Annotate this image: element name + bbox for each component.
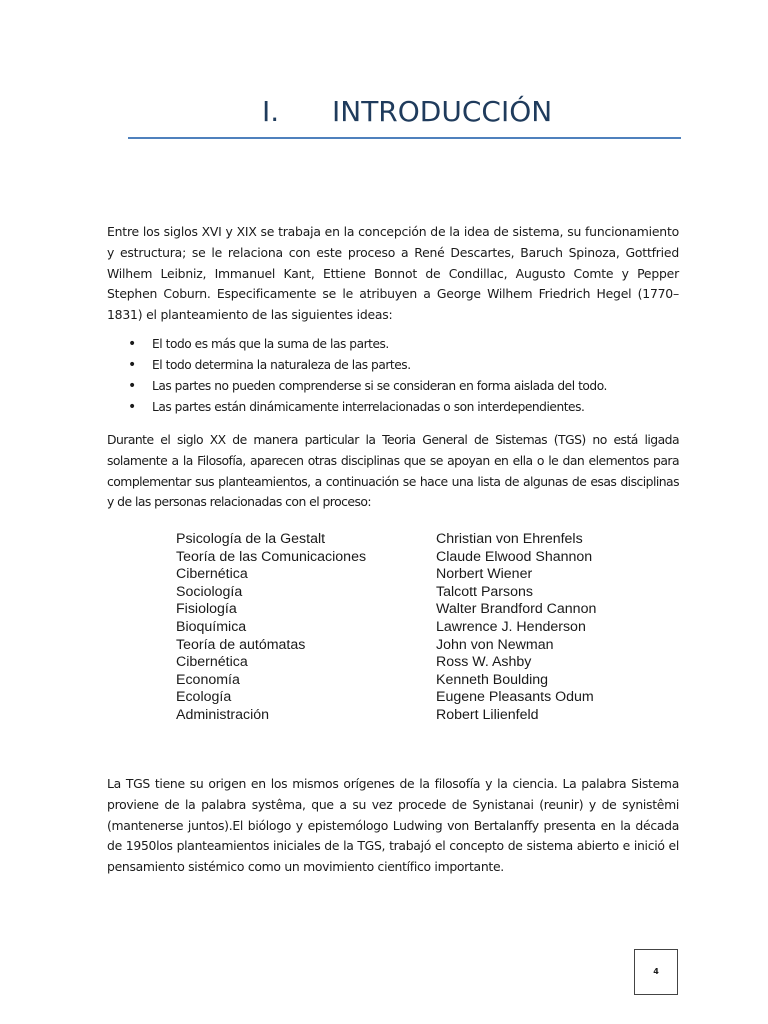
table-row <box>176 672 656 690</box>
origin-paragraph: La TGS tiene su origen en los mismos orígenes de la filosofía y la ciencia. La palabra Sistema proviene de la palabra systêma, que a su vez procede de Synistanai (reunir) y de synistêmi (mantenerse juntos).El biólogo y epistemólogo Ludwing von Bertalanffy presenta en la década de 1950los planteamientos iniciales de la TGS, trabajó el concepto de sistema abierto e inició el pensamiento sistémico como un movimiento científico importante. <box>107 776 679 875</box>
table-row <box>176 654 656 672</box>
discipline-name: Bioquímica <box>176 618 247 635</box>
discipline-name: Teoría de autómatas <box>176 636 306 653</box>
table-row <box>176 601 656 619</box>
bullet-icon: • <box>128 357 136 373</box>
bullet-icon: • <box>128 336 136 352</box>
bullet-icon: • <box>128 399 136 415</box>
person-name: Norbert Wiener <box>436 566 533 583</box>
list-item: • El todo es más que la suma de las partes. <box>107 334 679 355</box>
table-row <box>176 707 656 725</box>
table-row <box>176 637 656 655</box>
list-item: • Las partes no pueden comprenderse si se consideran en forma aislada del todo. <box>107 376 679 397</box>
page-number: 4 <box>634 949 678 995</box>
discipline-name: Sociología <box>176 583 243 600</box>
heading-text: INTRODUCCIÓN <box>332 95 553 128</box>
table-row <box>176 689 656 707</box>
person-name: John von Newman <box>436 636 554 653</box>
disciplines-table <box>176 531 656 725</box>
table-row <box>176 531 656 549</box>
heading-number: I. <box>262 95 280 128</box>
discipline-name: Teoría de las Comunicaciones <box>176 548 367 565</box>
person-name: Walter Brandford Cannon <box>436 601 597 618</box>
table-row <box>176 549 656 567</box>
discipline-name: Psicología de la Gestalt <box>176 531 326 547</box>
discipline-name: Economía <box>176 671 240 688</box>
discipline-name: Fisiología <box>176 601 237 618</box>
person-name: Kenneth Boulding <box>436 671 549 688</box>
table-row <box>176 584 656 602</box>
hegel-ideas-list <box>107 334 679 418</box>
bullet-icon: • <box>128 378 136 394</box>
person-name: Christian von Ehrenfels <box>436 531 583 547</box>
page-heading <box>128 90 680 134</box>
person-name: Talcott Parsons <box>436 583 533 600</box>
list-item: • El todo determina la naturaleza de las partes. <box>107 355 679 376</box>
person-name: Robert Lilienfeld <box>436 706 539 723</box>
discipline-name: Administración <box>176 706 270 723</box>
heading-underline <box>128 137 681 139</box>
person-name: Ross W. Ashby <box>436 654 532 671</box>
intro-paragraph: Entre los siglos XVI y XIX se trabaja en la concepción de la idea de sistema, su funcionamiento y estructura; se le relaciona con este proceso a René Descartes, Baruch Spinoza, Gottfried Wilhem Leibniz, Immanuel Kant, Ettiene Bonnot de Condillac, Augusto Comte y Pepper Stephen Coburn. Especificamente se le atribuyen a George Wilhem Friedrich Hegel (1770–1831) el planteamiento de las siguientes ideas: <box>107 224 679 323</box>
disciplines-paragraph: Durante el siglo XX de manera particular la Teoria General de Sistemas (TGS) no está ligada solamente a la Filosofía, aparecen otras disciplinas que se apoyan en ella o le dan elementos para complementar sus planteamientos, a continuación se hace una lista de algunas de esas disciplinas y de las personas relacionadas con el proceso: <box>107 432 679 510</box>
table-row <box>176 619 656 637</box>
discipline-name: Cibernética <box>176 566 248 583</box>
table-row <box>176 566 656 584</box>
person-name: Claude Elwood Shannon <box>436 548 593 565</box>
person-name: Eugene Pleasants Odum <box>436 689 594 706</box>
list-item: • Las partes están dinámicamente interrelacionadas o son interdependientes. <box>107 397 679 418</box>
discipline-name: Ecología <box>176 689 232 706</box>
discipline-name: Cibernética <box>176 654 248 671</box>
person-name: Lawrence J. Henderson <box>436 618 586 635</box>
